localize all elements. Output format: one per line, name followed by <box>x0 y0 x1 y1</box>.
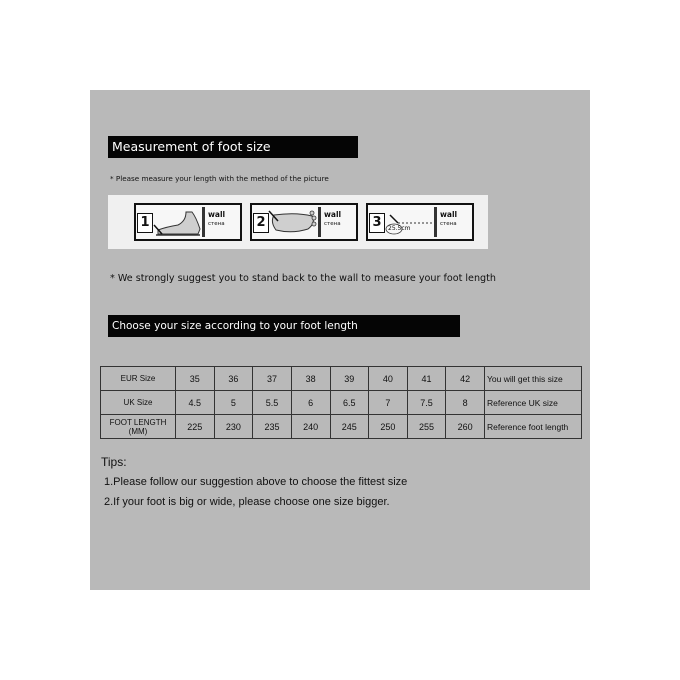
measured-length: 25.5cm <box>388 225 411 232</box>
table-cell: 230 <box>214 415 253 439</box>
step-1 <box>134 203 242 241</box>
wall-label-ru: стена <box>208 221 225 227</box>
table-cell: 6.5 <box>330 391 369 415</box>
table-cell: 40 <box>369 367 408 391</box>
measurement-title: Measurement of foot size <box>108 136 358 158</box>
table-row <box>101 415 582 439</box>
table-cell: 38 <box>291 367 330 391</box>
tips-title: Tips: <box>101 455 127 469</box>
table-cell: 250 <box>369 415 408 439</box>
wall-label: wall <box>208 210 226 219</box>
table-cell: 8 <box>446 391 485 415</box>
size-guide-panel <box>90 90 590 590</box>
row-header: EUR Size <box>101 367 176 391</box>
table-cell: 37 <box>253 367 292 391</box>
table-cell: 35 <box>176 367 215 391</box>
table-cell: 5 <box>214 391 253 415</box>
wall-label-ru: стена <box>440 221 457 227</box>
table-cell: 7 <box>369 391 408 415</box>
table-cell: 4.5 <box>176 391 215 415</box>
table-cell: 5.5 <box>253 391 292 415</box>
table-cell: 41 <box>407 367 446 391</box>
tip-item: 1.Please follow our suggestion above to choose the fittest size <box>104 476 408 488</box>
table-cell: 42 <box>446 367 485 391</box>
wall-line <box>434 207 437 237</box>
step-number: 3 <box>369 213 385 233</box>
size-chart-table <box>100 366 582 439</box>
table-cell: 260 <box>446 415 485 439</box>
step-number: 2 <box>253 213 269 233</box>
row-description: You will get this size <box>485 367 582 391</box>
measure-method-note: * Please measure your length with the method of the picture <box>110 174 329 183</box>
step-2 <box>250 203 358 241</box>
table-cell: 235 <box>253 415 292 439</box>
table-cell: 39 <box>330 367 369 391</box>
table-cell: 245 <box>330 415 369 439</box>
step-3 <box>366 203 474 241</box>
choose-size-title: Choose your size according to your foot length <box>108 315 460 337</box>
table-cell: 6 <box>291 391 330 415</box>
table-cell: 225 <box>176 415 215 439</box>
wall-line <box>202 207 205 237</box>
table-row <box>101 367 582 391</box>
row-description: Reference foot length <box>485 415 582 439</box>
table-row <box>101 391 582 415</box>
wall-label: wall <box>440 210 458 219</box>
step-number: 1 <box>137 213 153 233</box>
wall-line <box>318 207 321 237</box>
table-cell: 7.5 <box>407 391 446 415</box>
wall-label: wall <box>324 210 342 219</box>
row-description: Reference UK size <box>485 391 582 415</box>
row-header: UK Size <box>101 391 176 415</box>
measurement-steps-illustration <box>108 195 488 249</box>
tip-item: 2.If your foot is big or wide, please choose one size bigger. <box>104 496 390 508</box>
wall-suggestion-note: * We strongly suggest you to stand back to the wall to measure your foot length <box>110 273 496 284</box>
wall-label-ru: стена <box>324 221 341 227</box>
row-header: FOOT LENGTH (MM) <box>101 415 176 439</box>
table-cell: 255 <box>407 415 446 439</box>
table-cell: 36 <box>214 367 253 391</box>
table-cell: 240 <box>291 415 330 439</box>
